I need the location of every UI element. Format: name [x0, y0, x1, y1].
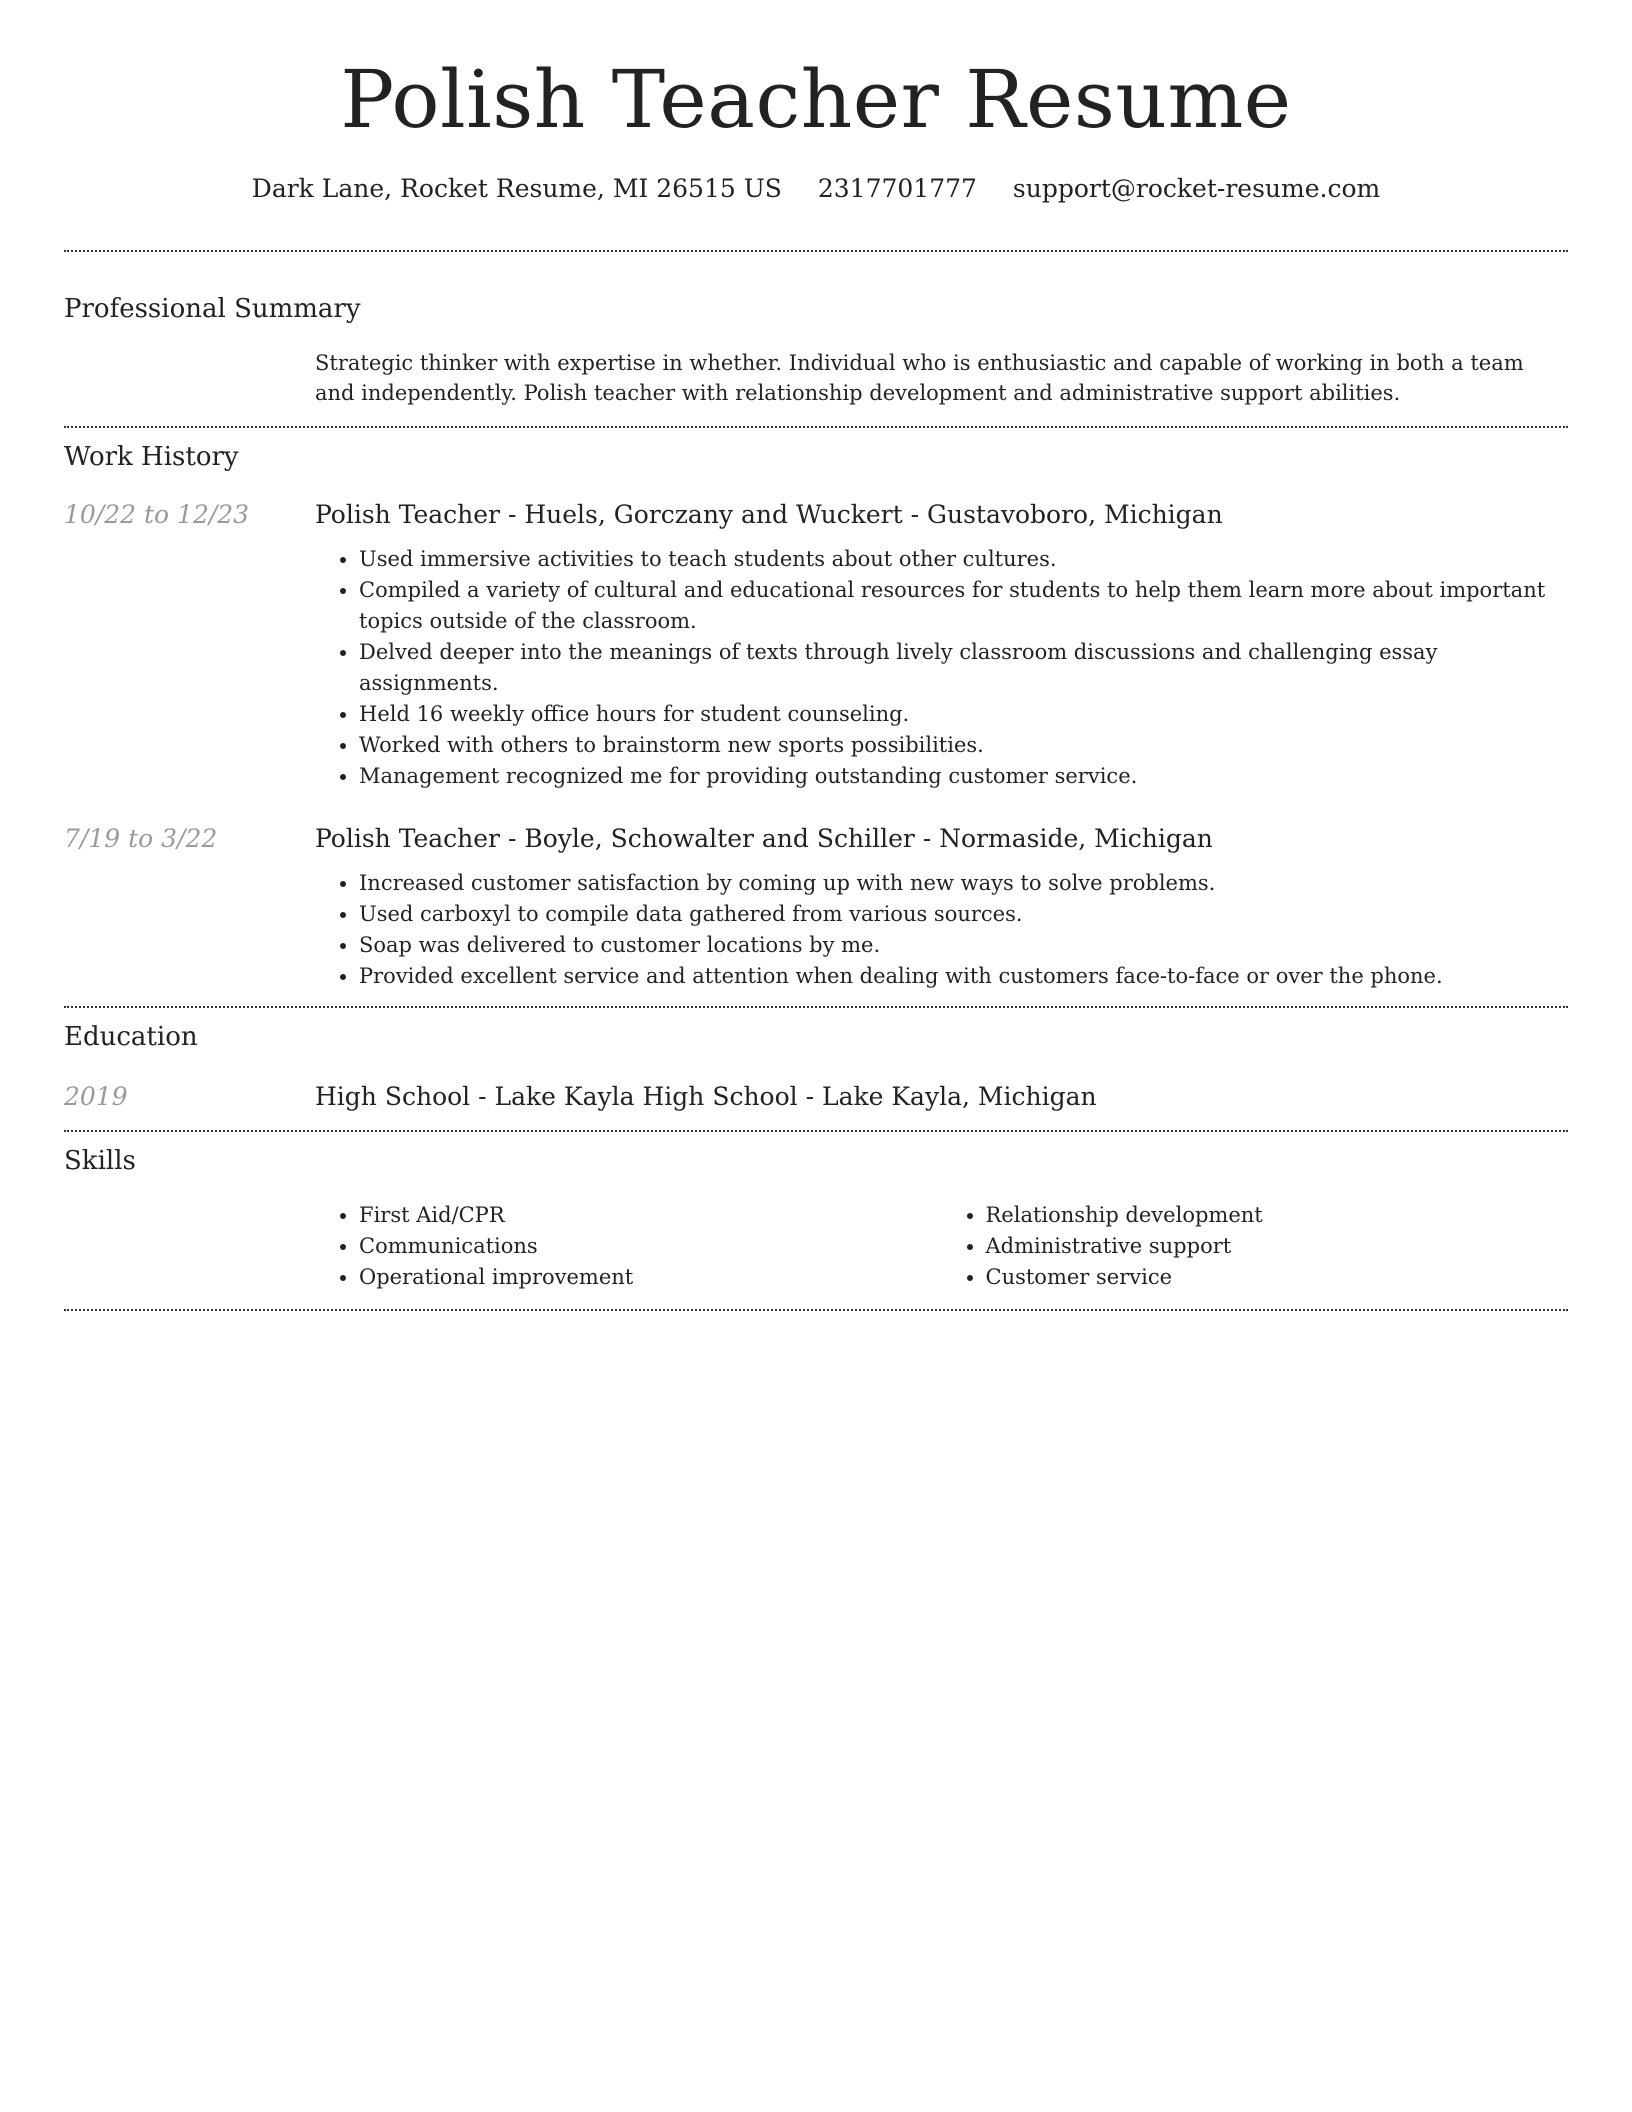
education-entry [64, 1080, 1568, 1114]
skills-column-right [942, 1200, 1569, 1293]
job-heading: Polish Teacher - Huels, Gorczany and Wuckert - Gustavoboro, Michigan [315, 500, 1223, 529]
resume-header [64, 0, 1568, 206]
job-bullet: • Delved deeper into the meanings of texts through lively classroom discussions and challenging essay assignments. [359, 637, 1568, 699]
skill-item: • Customer service [986, 1262, 1569, 1293]
job-bullets [315, 544, 1568, 792]
skill-item: • Communications [359, 1231, 942, 1262]
summary-title: Professional Summary [64, 294, 361, 324]
job-body [315, 822, 1568, 992]
contact-phone: 2317701777 [817, 174, 977, 203]
job-bullets [315, 868, 1568, 992]
skill-item: • First Aid/CPR [359, 1200, 942, 1231]
job-bullet: • Used immersive activities to teach students about other cultures. [359, 544, 1568, 575]
job-bullet: • Compiled a variety of cultural and educational resources for students to help them learn more about important topics outside of the classroom. [359, 575, 1568, 637]
job-body [315, 498, 1568, 792]
summary-text: Strategic thinker with expertise in whether. Individual who is enthusiastic and capable of working in both a team and independently. Polish teacher with relationship development and administrative support abilities. [315, 351, 1524, 405]
education-section [64, 1008, 1568, 1130]
job-entry [64, 822, 1568, 992]
skills-section [64, 1132, 1568, 1309]
skills-grid [315, 1200, 1568, 1293]
skill-item: • Operational improvement [359, 1262, 942, 1293]
education-heading: High School - Lake Kayla High School - Lake Kayla, Michigan [315, 1082, 1097, 1111]
job-heading: Polish Teacher - Boyle, Schowalter and Schiller - Normaside, Michigan [315, 824, 1213, 853]
divider [64, 1309, 1568, 1311]
page-title: Polish Teacher Resume [340, 53, 1292, 146]
job-bullet: • Used carboxyl to compile data gathered from various sources. [359, 899, 1568, 930]
work-history-section [64, 428, 1568, 1006]
job-bullet: • Increased customer satisfaction by coming up with new ways to solve problems. [359, 868, 1568, 899]
job-bullet: • Provided excellent service and attention when dealing with customers face-to-face or over the phone. [359, 961, 1568, 992]
job-bullet: • Soap was delivered to customer locations by me. [359, 930, 1568, 961]
skills-title: Skills [64, 1146, 136, 1176]
contact-line [64, 172, 1568, 206]
education-title: Education [64, 1022, 198, 1052]
job-bullet: • Management recognized me for providing outstanding customer service. [359, 761, 1568, 792]
work-history-title: Work History [64, 442, 239, 472]
job-date: 10/22 to 12/23 [64, 500, 250, 529]
skill-item: • Relationship development [986, 1200, 1569, 1231]
job-entry [64, 498, 1568, 792]
job-date: 7/19 to 3/22 [64, 824, 218, 853]
summary-section [64, 252, 1568, 426]
job-bullet: • Worked with others to brainstorm new sports possibilities. [359, 730, 1568, 761]
skills-column-left [315, 1200, 942, 1293]
contact-address: Dark Lane, Rocket Resume, MI 26515 US [251, 174, 782, 203]
skill-item: • Administrative support [986, 1231, 1569, 1262]
job-bullet: • Held 16 weekly office hours for student counseling. [359, 699, 1568, 730]
education-date: 2019 [64, 1082, 128, 1111]
contact-email: support@rocket-resume.com [1012, 174, 1381, 203]
